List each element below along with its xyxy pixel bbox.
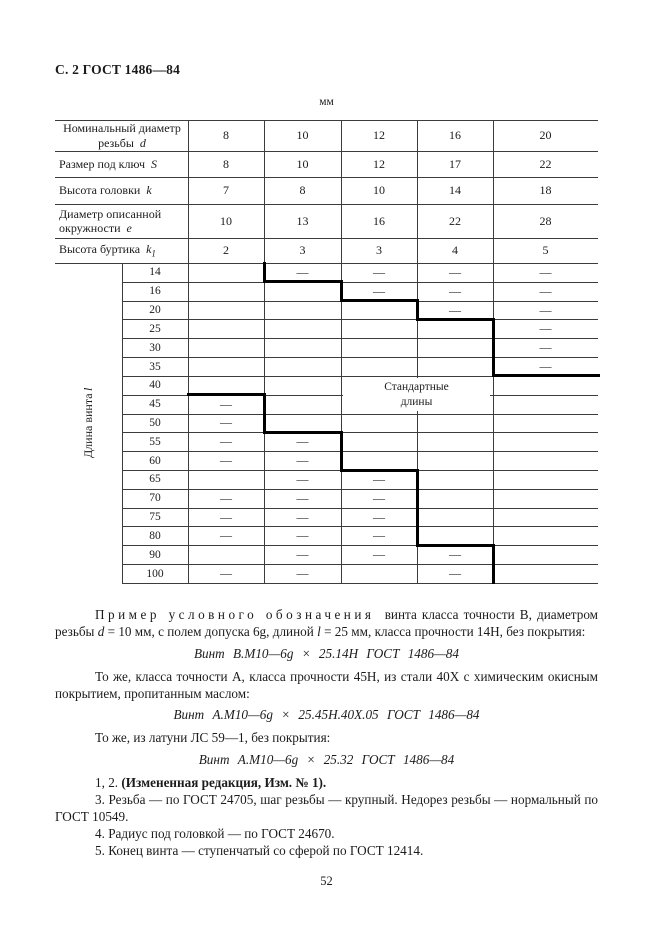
length-row-label: 50 <box>149 416 161 429</box>
dash-mark: — <box>539 283 552 298</box>
spec-row-label-text: Высота головки k <box>59 183 152 198</box>
dash-mark: — <box>373 509 385 524</box>
step-line-segment <box>187 393 266 396</box>
spec-row-label <box>55 204 188 238</box>
grid-line <box>122 583 598 584</box>
spec-value-cell: 16 <box>373 213 385 228</box>
notes-section <box>55 607 598 889</box>
dash-mark: — <box>296 471 309 486</box>
length-axis-label-var: l <box>81 387 95 391</box>
spec-row-label-var: k <box>143 183 152 198</box>
dash-mark: — <box>449 283 461 298</box>
example-intro-paragraph <box>55 607 598 641</box>
length-row-label: 30 <box>149 341 161 354</box>
dimensions-table <box>55 120 598 263</box>
length-row-label: 16 <box>149 285 161 298</box>
spec-row-label-text: Высота буртика $k_1$ <box>59 241 156 259</box>
spec-row-label-var: d <box>136 135 146 150</box>
spec-value-cell: 16 <box>449 128 461 143</box>
page-number: 52 <box>320 873 333 888</box>
length-axis-label <box>55 263 122 583</box>
standard-lengths-cell <box>343 378 490 411</box>
spec-value-cell: 12 <box>373 156 385 171</box>
units-label: мм <box>319 96 334 108</box>
spec-row-label-text: Размер под ключ S <box>59 156 158 171</box>
spec-value-cell: 22 <box>539 156 552 171</box>
dash-mark: — <box>220 415 232 430</box>
spec-value-cell: 20 <box>539 128 552 143</box>
dash-mark: — <box>296 509 309 524</box>
spec-row-label-var: e <box>123 221 132 235</box>
dash-mark: — <box>296 528 309 543</box>
dash-mark: — <box>449 264 461 279</box>
spec-value-cell: 2 <box>223 243 229 258</box>
dash-mark: — <box>220 434 232 449</box>
spec-value-cell: 10 <box>220 213 232 228</box>
step-line-segment <box>263 431 343 434</box>
same-as-paragraph-1: То же, класса точности А, класса прочности 45Н, из стали 40Х с химическим окисным покрытием, пропитанным маслом: <box>55 668 598 701</box>
dash-mark: — <box>449 302 461 317</box>
example-var-d: d <box>97 623 105 639</box>
dash-mark: — <box>449 547 461 562</box>
dash-mark: — <box>373 264 385 279</box>
spec-value-cell: 3 <box>299 243 306 258</box>
dash-mark: — <box>296 547 309 562</box>
dash-mark: — <box>373 490 385 505</box>
spec-value-cell: 7 <box>223 183 229 198</box>
spec-value-cell: 12 <box>373 128 385 143</box>
step-line-segment <box>263 393 266 434</box>
length-row-label: 100 <box>146 567 164 580</box>
designation-line-1: Винт В.М10—6g × 25.14Н ГОСТ 1486—84 <box>193 645 459 661</box>
spec-value-cell: 17 <box>449 156 461 171</box>
spec-row-label <box>55 151 188 177</box>
length-matrix-table <box>55 263 598 583</box>
spec-row-label-var-sub: 1 <box>151 248 156 259</box>
spec-row-label-var: $k_1$ <box>143 241 156 259</box>
length-row-label: 70 <box>149 492 161 505</box>
spec-value-cell: 5 <box>542 243 549 258</box>
spec-row-label-text: Номинальный диаметр резьбы d <box>63 121 181 150</box>
spec-value-cell: 8 <box>223 128 229 143</box>
spec-value-cell: 28 <box>539 213 552 228</box>
example-intro-b: = 10 мм, с полем допуска 6g, длиной <box>107 623 314 639</box>
dash-mark: — <box>296 490 309 505</box>
dash-mark: — <box>539 302 552 317</box>
designation-line-3: Винт А.М10—6g × 25.32 ГОСТ 1486—84 <box>198 752 455 768</box>
note-1-2 <box>55 775 598 792</box>
spec-value-cell: 10 <box>296 156 309 171</box>
dash-mark: — <box>296 566 309 581</box>
example-intro-rest: винта класса точности В, диаметром резьбы <box>55 607 599 639</box>
length-row-label: 40 <box>149 379 161 392</box>
spec-value-cell: 14 <box>449 183 461 198</box>
spec-value-cell: 4 <box>452 243 458 258</box>
step-line-segment <box>416 544 495 547</box>
designation-line-2: Винт А.М10—6g × 25.45Н.40Х.05 ГОСТ 1486—84 <box>173 707 480 723</box>
note-3: 3. Резьба — по ГОСТ 24705, шаг резьбы — крупный. Недорез резьбы — нормальный по ГОСТ 10549. <box>55 792 598 824</box>
length-row-label: 90 <box>149 548 161 561</box>
dash-mark: — <box>220 509 232 524</box>
dash-mark: — <box>296 453 309 468</box>
length-row-label: 55 <box>149 435 161 448</box>
spec-row-label-text: Диаметр описанной окружности e <box>59 206 162 235</box>
spec-value-cell: 22 <box>449 213 461 228</box>
length-row-label: 35 <box>149 360 161 373</box>
dash-mark: — <box>373 547 385 562</box>
length-row-label: 75 <box>149 511 161 524</box>
spec-value-cell: 8 <box>223 156 229 171</box>
dash-mark: — <box>449 566 461 581</box>
dash-mark: — <box>539 264 552 279</box>
page-header: С. 2 ГОСТ 1486—84 <box>55 62 181 77</box>
length-axis-label-text: Длина винта <box>81 393 95 459</box>
step-line-segment <box>340 469 419 472</box>
spec-value-cell: 8 <box>299 183 306 198</box>
dash-mark: — <box>220 528 232 543</box>
spec-row-label <box>55 238 188 263</box>
standard-lengths-line2: длины <box>400 395 433 408</box>
spec-value-cell: 10 <box>296 128 309 143</box>
length-row-label: 65 <box>149 473 161 486</box>
same-as-paragraph-2: То же, из латуни ЛС 59—1, без покрытия: <box>95 730 331 746</box>
dash-mark: — <box>296 434 309 449</box>
step-line-segment <box>492 318 495 377</box>
length-row-label: 45 <box>149 398 161 411</box>
length-row-label: 60 <box>149 454 161 467</box>
step-line-segment <box>492 374 600 377</box>
dash-mark: — <box>539 359 552 373</box>
example-intro-spaced: Пример условного обозначения <box>95 607 375 622</box>
step-line-segment <box>492 544 495 585</box>
dash-mark: — <box>373 283 385 298</box>
spec-value-cell: 18 <box>539 183 552 198</box>
dash-mark: — <box>373 528 385 543</box>
example-var-l: l <box>317 623 321 639</box>
spec-row-label <box>55 120 188 151</box>
dash-mark: — <box>220 566 232 581</box>
length-row-label: 14 <box>149 266 161 279</box>
length-row-label: 20 <box>149 304 161 317</box>
step-line-segment <box>340 431 343 472</box>
dash-mark: — <box>220 396 232 411</box>
spec-value-cell: 3 <box>376 243 382 258</box>
example-intro-c: = 25 мм, класса прочности 14Н, без покрытия: <box>324 623 586 639</box>
spec-row-label-var: S <box>148 156 158 171</box>
note-1-2-bold: (Измененная редакция, Изм. № 1). <box>121 775 327 791</box>
step-line-segment <box>340 299 419 302</box>
note-1-2-pre: 1, 2. <box>95 775 122 791</box>
dash-mark: — <box>373 471 385 486</box>
note-4: 4. Радиус под головкой — по ГОСТ 24670. <box>95 825 335 841</box>
dash-mark: — <box>220 453 232 468</box>
dash-mark: — <box>539 340 552 355</box>
dash-mark: — <box>220 490 232 505</box>
step-line-segment <box>416 469 419 547</box>
length-row-label: 25 <box>149 322 161 335</box>
length-row-label: 80 <box>149 529 161 542</box>
spec-value-cell: 10 <box>373 183 385 198</box>
spec-value-cell: 13 <box>296 213 309 228</box>
standard-lengths-line1: Стандартные <box>384 380 449 393</box>
spec-row-label <box>55 177 188 204</box>
step-line-segment <box>263 280 343 283</box>
note-5: 5. Конец винта — ступенчатый со сферой по ГОСТ 12414. <box>95 842 424 858</box>
dash-mark: — <box>296 264 309 279</box>
step-line-segment <box>416 318 495 321</box>
dash-mark: — <box>539 321 552 336</box>
